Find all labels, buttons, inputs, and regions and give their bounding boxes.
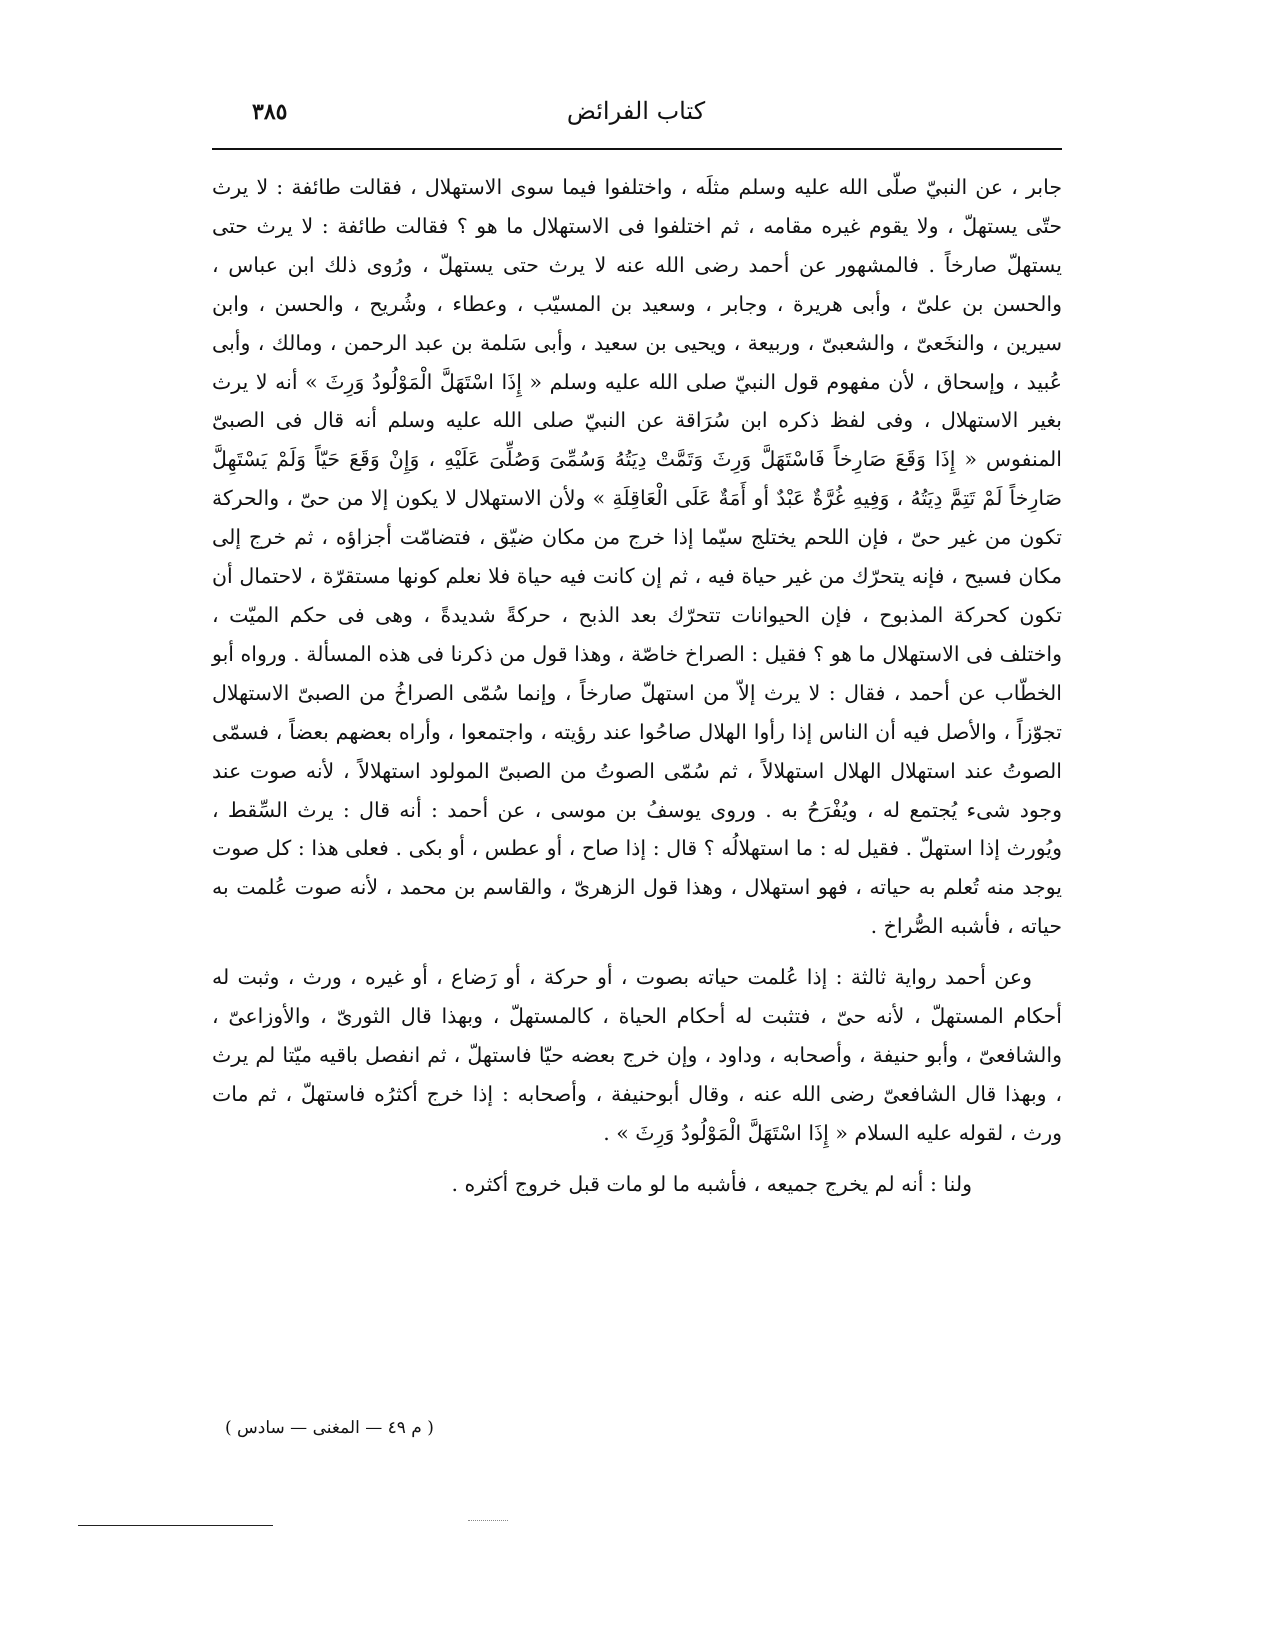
bottom-rule xyxy=(78,1525,273,1526)
printer-signature: ( م ٤٩ — المغنى — سادس ) xyxy=(225,1418,434,1438)
page-header xyxy=(212,95,1060,145)
paragraph-2: وعن أحمد رواية ثالثة : إذا عُلمت حياته بصوت ، أو حركة ، أو رَضاع ، أو غيره ، ورث ، وثبت له أحكام المستهلّ ، لأنه حىّ ، فتثبت له أحكام الحياة ، كالمستهلّ ، وبهذا قال الثورىّ ، والأوزاعىّ ، والشافعىّ ، وأبو حنيفة ، وأصحابه ، وداود ، وإن خرج بعضه حيّا فاستهلّ ، ثم انفصل باقيه ميّتا لم يرث ، وبهذا قال الشافعىّ رضى الله عنه ، وقال أبوحنيفة ، وأصحابه : إذا خرج أكثرُه فاستهلّ ، ثم مات ورث ، لقوله عليه السلام « إِذَا اسْتَهَلَّ الْمَوْلُودُ وَرِثَ » . xyxy=(212,965,1062,1145)
running-title: كتاب الفرائض xyxy=(566,97,706,125)
paragraph-1: جابر ، عن النبيّ صلّى الله عليه وسلم مثلَه ، واختلفوا فيما سوى الاستهلال ، فقالت طائفة : لا يرث حتّى يستهلّ ، ولا يقوم غيره مقامه ، ثم اختلفوا فى الاستهلال ما هو ؟ فقالت طائفة : لا يرث حتى يستهلّ صارخاً . فالمشهور عن أحمد رضى الله عنه لا يرث حتى يستهلّ ، ورُوى ذلك ابن عباس ، والحسن بن علىّ ، وأبى هريرة ، وجابر ، وسعيد بن المسيّب ، وعطاء ، وشُريح ، والحسن ، وابن سيرين ، والنخَعىّ ، والشعبىّ ، وربيعة ، ويحيى بن سعيد ، وأبى سَلمة بن عبد الرحمن ، ومالك ، وأبى عُبيد ، وإسحاق ، لأن مفهوم قول النبيّ صلى الله عليه وسلم « إِذَا اسْتَهَلَّ الْمَوْلُودُ وَرِثَ » أنه لا يرث بغير الاستهلال ، وفى لفظ ذكره ابن سُرَاقة عن النبيّ صلى الله عليه وسلم أنه قال فى الصبىّ المنفوس « إِذَا وَقَعَ صَارِخاً فَاسْتَهَلَّ وَرِثَ وَتَمَّتْ دِيَتُهُ وَسُمِّىَ وَصُلِّىَ عَلَيْهِ ، وَإِنْ وَقَعَ حَيّاً وَلَمْ يَسْتَهِلَّ صَارِخاً لَمْ تَتِمَّ دِيَتُهُ ، وَفِيهِ غُرَّةٌ عَبْدٌ أو أَمَةٌ عَلَى الْعَاقِلَةِ » ولأن الاستهلال لا يكون إلا من حىّ ، والحركة تكون من غير حىّ ، فإن اللحم يختلج سيّما إذا خرج من مكان ضيّق ، فتضامّت أجزاؤه ، ثم خرج إلى مكان فسيح ، فإنه يتحرّك من غير حياة فيه ، ثم إن كانت فيه حياة فلا نعلم كونها مستقرّة ، لاحتمال أن تكون كحركة المذبوح ، فإن الحيوانات تتحرّك بعد الذبح ، حركةً شديدةً ، وهى فى حكم الميّت ، واختلف فى الاستهلال ما هو ؟ فقيل : الصراخ خاصّة ، وهذا قول من ذكرنا فى هذه المسألة . ورواه أبو الخطّاب عن أحمد ، فقال : لا يرث إلاّ من استهلّ صارخاً ، وإنما سُمّى الصراخُ من الصبىّ الاستهلال تجوّزاً ، والأصل فيه أن الناس إذا رأوا الهلال صاحُوا عند رؤيته ، واجتمعوا ، وأراه بعضهم بعضاً ، فسمّى الصوتُ عند استهلال الهلال استهلالاً ، ثم سُمّى الصوتُ من الصبىّ المولود استهلالاً ، لأنه صوت عند وجود شىء يُجتمع له ، ويُفْرَحُ به . وروى يوسفُ بن موسى ، عن أحمد : أنه قال : يرث السِّقط ، ويُورث إذا استهلّ . فقيل له : ما استهلالُه ؟ قال : إذا صاح ، أو عطس ، أو بكى . فعلى هذا : كل صوت يوجد منه تُعلم به حياته ، فهو استهلال ، وهذا قول الزهرىّ ، والقاسم بن محمد ، لأنه صوت عُلمت به حياته ، فأشبه الصُّراخ . xyxy=(212,175,1062,939)
bottom-dots xyxy=(468,1520,508,1521)
paragraph-3: ولنا : أنه لم يخرج جميعه ، فأشبه ما لو مات قبل خروج أكثره . xyxy=(451,1171,972,1196)
body-text xyxy=(212,168,1062,1204)
header-rule xyxy=(212,148,1062,150)
page-number: ٣٨٥ xyxy=(252,99,288,125)
